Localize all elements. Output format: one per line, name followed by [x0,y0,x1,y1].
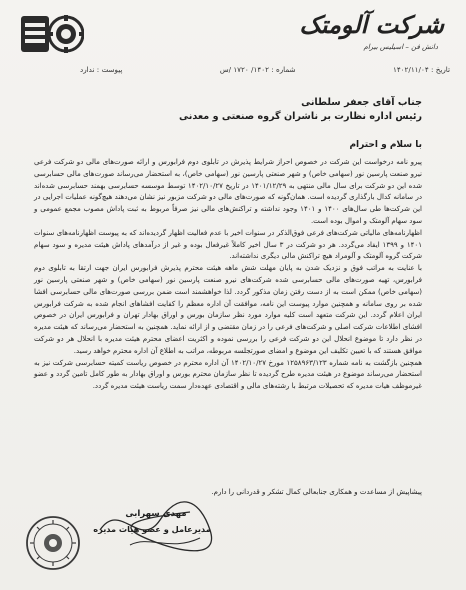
body-paragraph: همچنین بازگشت به نامه شماره ۱۲۵۸۹۶۳/۱۲۳ مورخ ۱۴۰۲/۱۰/۲۷ آن اداره محترم در خصوص ریاست کمیته حسابرسی شرکت نیز به استحضار می‌رساند موضوع در هیئت مدیره طرح گردیده تا نظر سازمان محترم بورس و اوراق بهادار به طور کامل تامین گردد و عضو غیرموظف هیات مدیره که تحصیلات مرتبط با رشته‌های مالی و اقتصادی عهده‌دار سمت ریاست هیئت مدیره گردد. [34,357,422,391]
number-label: شماره : [271,64,296,74]
brand-name: شرکت آلومتک [299,10,444,39]
attachment-field [80,65,122,74]
letter-body [34,156,422,392]
number-field [220,65,296,74]
date-value: ۱۴۰۲/۱۱/۰۴ [392,64,429,74]
signatory-name: مهدی سهرابی [125,509,187,519]
addressee-title: رئیس اداره نظارت بر ناشران گروه صنعتی و معدنی [179,111,422,122]
addressee-block [42,96,422,124]
signatory-title: مدیرعامل و عضو هیات مدیره [93,524,211,534]
body-paragraph: با عنایت به مراتب فوق و نزدیک شدن به پایان مهلت شش ماهه هیئت محترم پذیرش فرابورس ایران جهت ارتقا به تابلوی دوم فرابورس، تهیه صورت‌های مالی حسابرسی شده شرکت‌های نیرو صنعت پارسین نور (سهامی خاص) و شهر صنعتی پارسین نور (سهامی خاص) ممکن است به از دست رفتن زمان مذکور گردد. لذا خواهشمند است ضمن بررسی صورت‌های مالی حسابرسی افشا شده بر روی سامانه و همچنین موارد پیوست این نامه، موافقت آن اداره معظم را کفایت افشاهای انجام شده به شرکت فرابورس ایران اعلام گردد. این شرکت متعهد است کلیه موارد مورد نظر سازمان بورس و اوراق بهادار تهران و فرابورس ایران در خصوص افشای اطلاعات شرکت اصلی و شرکت‌های فرعی را در زمان مقتضی و از ارائه نماید. همچنین به استحضار می‌رساند که هیئت مدیره در نظر دارد تا موضوع انحلال این دو شرکت فرعی را بررسی نموده و اکثریت اعضای محترم هیئت مدیره با انحلال هر دو شرکت موافق هستند که با تعیین تکلیف این موضوع و امضای صورتجلسه مربوطه، مراتب به اطلاع آن اداره محترم خواهد رسید. [34,263,422,355]
addressee-name: جناب آقای جعفر سلطانی [301,97,422,108]
closing-line: پیشاپیش از مساعدت و همکاری جنابعالی کمال تشکر و قدردانی را دارم. [211,487,422,496]
brand-subtitle: دانش فن – اسیلیس بیرام [363,43,438,51]
date-field [393,65,450,74]
letter-meta-row [80,62,450,76]
body-paragraph: اظهارنامه‌های مالیاتی شرکت‌های فرعی فوق‌الذکر در سنوات اخیر با عدم فعالیت اظهار گردیده‌اند که به پیوست اظهارنامه‌های سنوات ۱۴۰۱ و ۱۳۹۹ ایفاد می‌گردد. هر دو شرکت در ۳ سال اخیر کاملاً غیرفعال بوده و غیر از درآمدهای پاداش هیئت مدیره و سود سهام شرکت گروه آلومتک و آلومراد هیچ تراکنش مالی دیگری نداشته‌اند. [34,227,422,261]
attachment-value: ندارد [80,64,95,74]
date-label: تاریخ : [430,64,450,74]
company-stamp-icon [24,514,82,572]
company-logo-icon [20,14,84,54]
brand-block [299,10,444,64]
number-value: ۱۴۰۲/ ۱۷۲۰ /س [219,64,269,74]
attachment-label: پیوست : [96,64,123,74]
greeting: با سلام و احترام [349,140,422,150]
body-paragraph: پیرو نامه درخواست این شرکت در خصوص احراز شرایط پذیرش در تابلوی دوم فرابورس و ارائه صورت‌های مالی دو شرکت فرعی نیرو صنعت پارسین نور (سهامی خاص) و شهر صنعتی پارسین نور (سهامی خاص)، به استحضار می‌رساند صورت‌های مالی حسابرسی شده این دو شرکت برای سال مالی منتهی به ۱۴۰۱/۱۲/۲۹ در تاریخ ۱۴۰۲/۱۰/۲۷ توسط موسسه حسابرسی بهمند حسابرسی شده‌اند در سامانه کدال بارگذاری گردیده است. همان‌گونه که صورت‌های مالی دو شرکت مزبور نیز نشان می‌دهند هیچ‌گونه عملیات اجرایی در این شرکت‌ها طی سال‌های ۱۴۰۰ و ۱۴۰۱ وجود نداشته و تراکنش‌های مالی نیز صرفاً مربوط به ثبت پاداش مصوب مجمع عمومی و سود سهام آلومتک و اموال بوده است. [34,157,422,225]
